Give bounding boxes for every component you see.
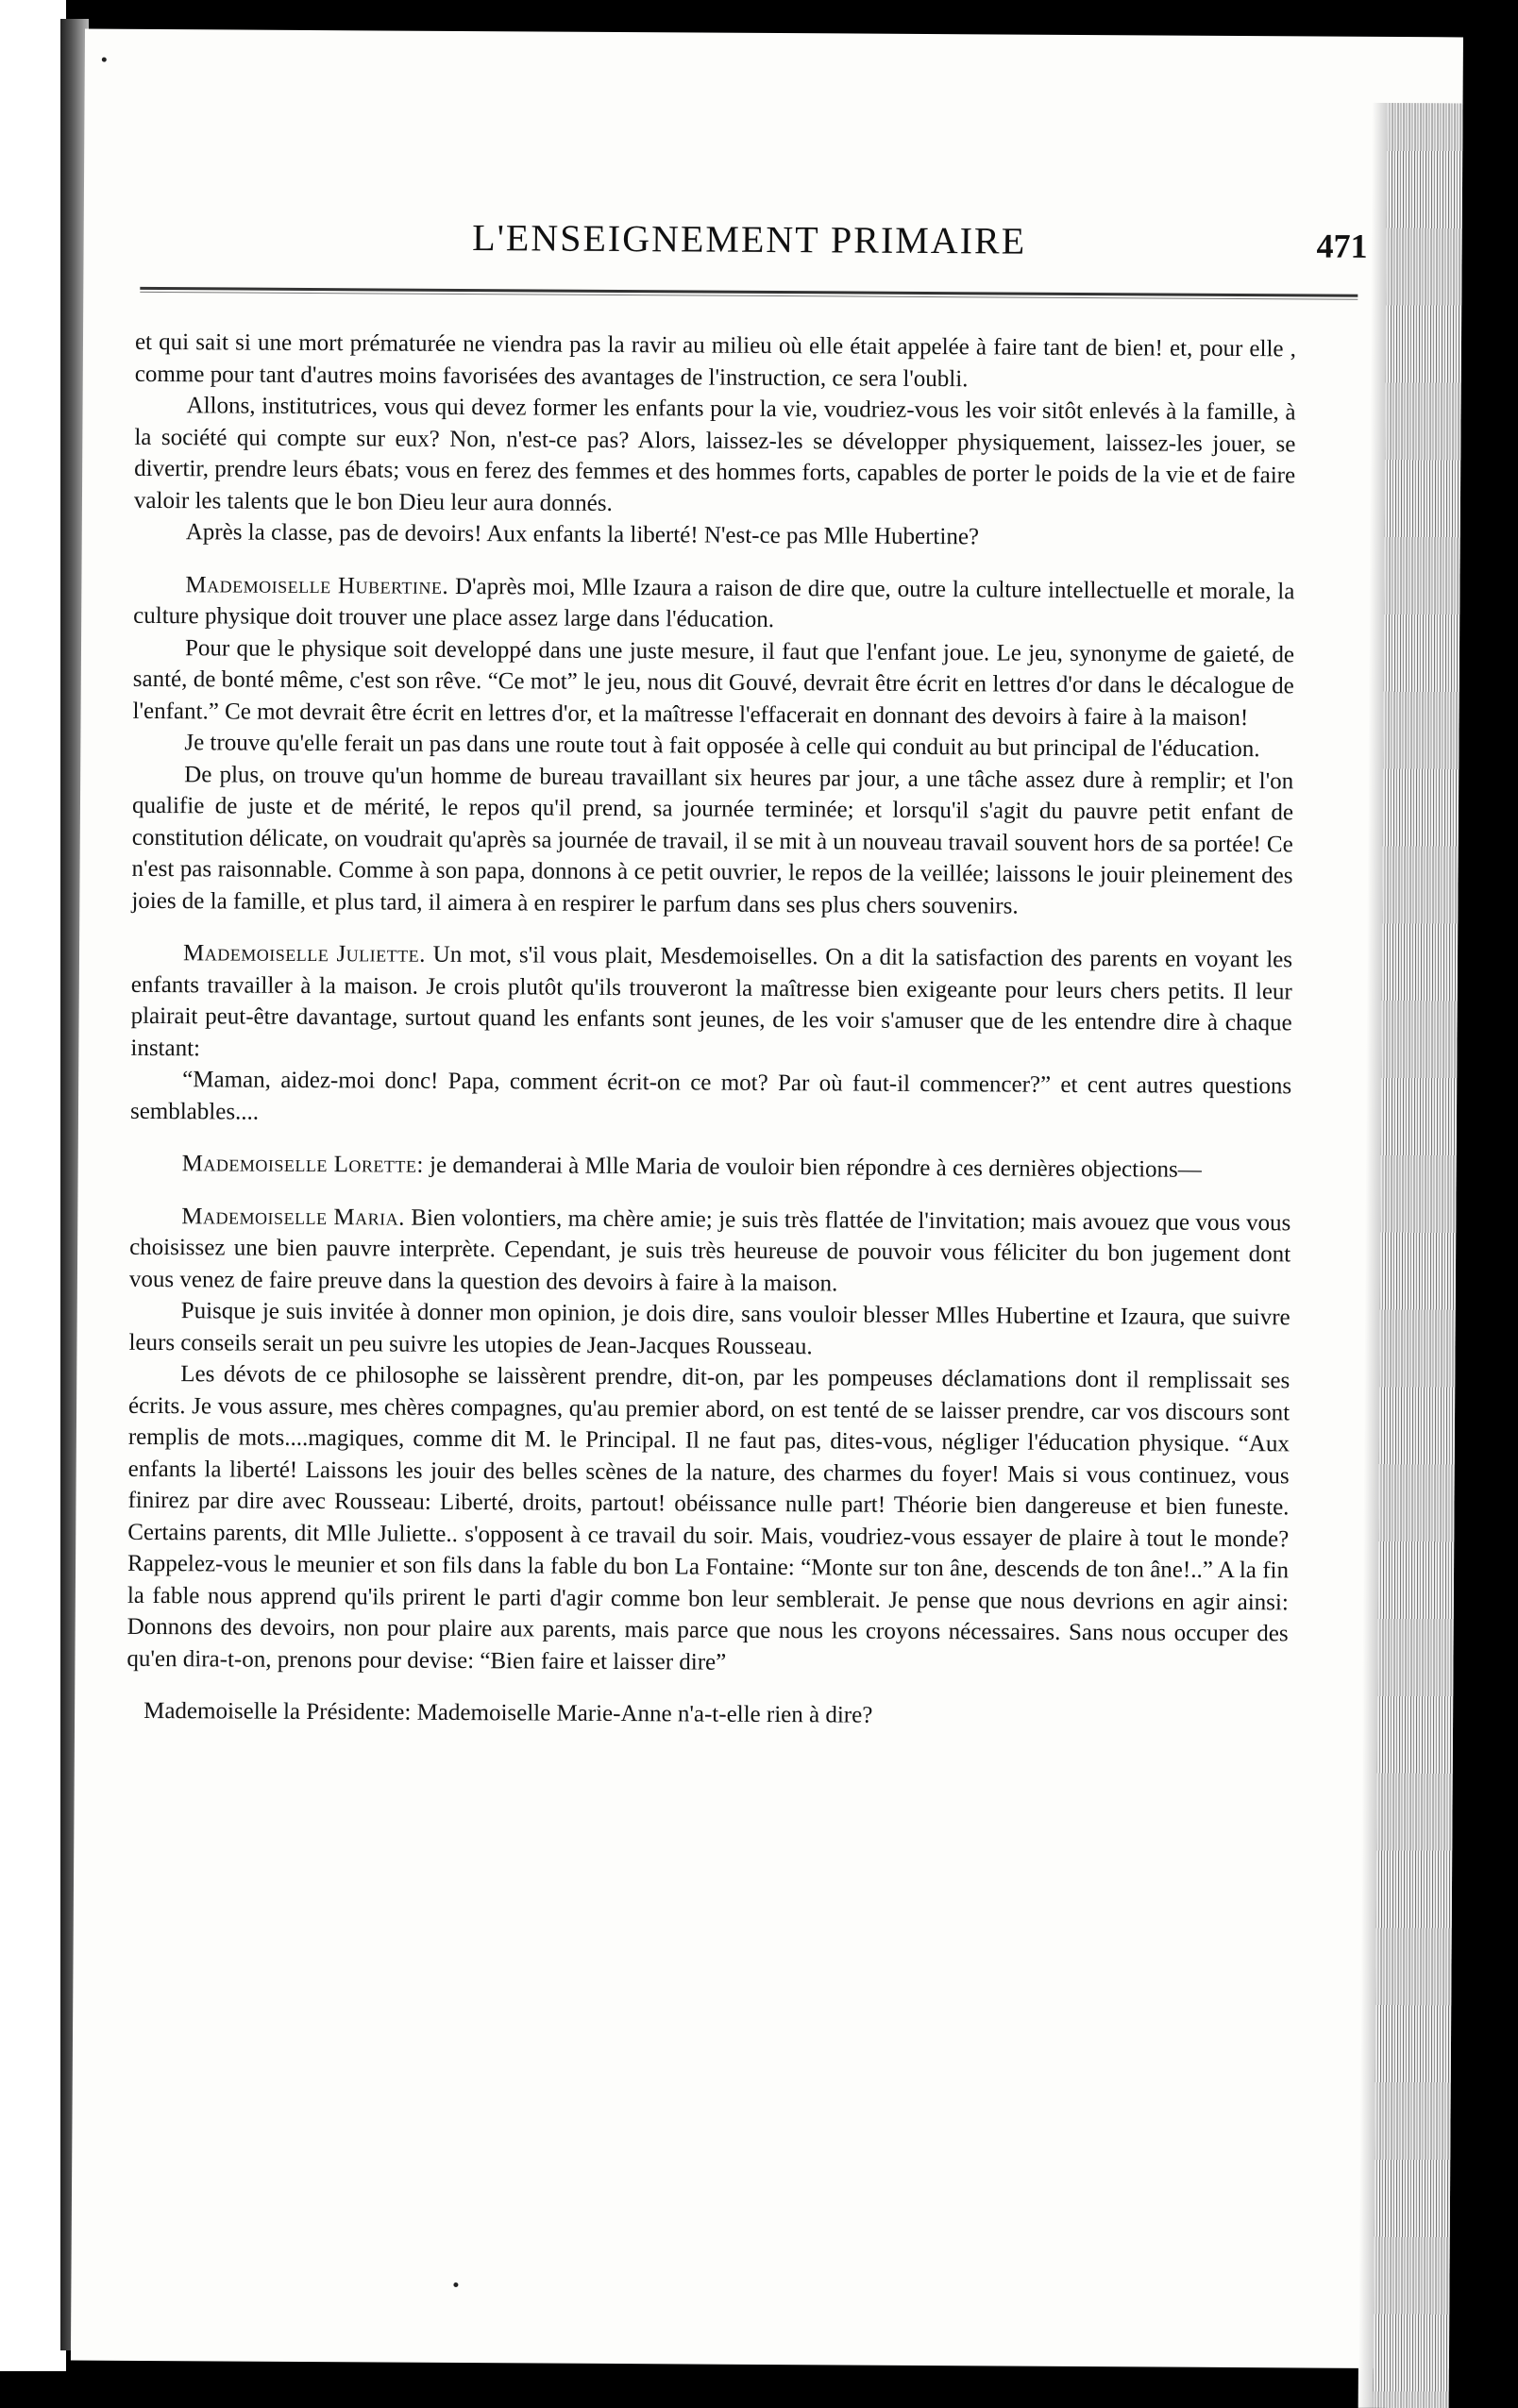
left-page-edge (0, 0, 66, 2371)
paragraph: et qui sait si une mort prématurée ne viendra pas la ravir au milieu où elle était appelée à faire tant de bien! et, pour elle , comme pour tant d'autres moins favorisées des avantages de l'instruction, ce sera l'oubli. (134, 328, 1297, 392)
paragraph: Puisque je suis invitée à donner mon opinion, je dois dire, sans vouloir blesser Mlles Hubertine et Izaura, que suivre leurs conseils serait un peu suivre les utopies de Jean-Jacques Rousseau. (128, 1298, 1290, 1359)
paragraph: Après la classe, pas de devoirs! Aux enfants la liberté! N'est-ce pas Mlle Hubertine? (185, 519, 980, 550)
paragraph: De plus, on trouve qu'un homme de bureau travaillant six heures par jour, a une tâche assez dure à remplir; et l'on qualifie de juste et de mérité, le repos qu'il prend, sa journée terminée; et lorsqu'il s'agit du pauvre petit enfant de constitution délicate, on voudrait qu'après sa journée de travail, il se mit à un nouveau travail souvent hors de sa portée! Ce n'est pas raisonnable. Comme à son papa, donnons à ce petit ouvrier, le repos de la veillée; laissons le jouir pleinement des joies de la famille, et plus tard, il aimera à en respirer le parfum dans ses plus chers souvenirs. (131, 761, 1294, 919)
paragraph: Allons, institutrices, vous qui devez former les enfants pour la vie, voudriez-vous les voir sitôt enlevés à la famille, à la société qui compte sur eux? Non, n'est-ce pas? Alors, laissez-les se développer physiquement, laissez-les jouer, se divertir, prendre leurs ébats; vous en ferez des femmes et des hommes forts, capables de porter le poids de la vie et de faire valoir les talents que le bon Dieu leur aura donnés. (133, 393, 1296, 516)
page-header (140, 213, 1368, 278)
paragraph: Je trouve qu'elle ferait un pas dans une route tout à fait opposée à celle qui conduit au but principal de l'éducation. (184, 730, 1260, 763)
paragraph-text: Un mot, s'il vous plait, Mesdemoiselles. On a dit la satisfaction des parents en voyant les enfants travailler à la maison. Je crois plutôt qu'ils trouveront la maîtresse bien exigeante pour leurs chers petits. Il leur plairait peut-être davantage, surtout quand les enfants sont jeunes, de les voir s'amuser que de les entendre dire à chaque instant: (130, 941, 1293, 1061)
speaker-name: Mademoiselle Juliette. (182, 940, 427, 968)
paragraph (133, 568, 1294, 639)
speaker-name: Mademoiselle Hubertine. (185, 571, 449, 599)
speaker-name: Mademoiselle Lorette: (181, 1151, 424, 1178)
speaker-name: Mademoiselle Maria. (181, 1203, 406, 1231)
header-rule (140, 287, 1358, 300)
speck (102, 58, 107, 62)
page-edge-stack (1374, 103, 1463, 2408)
book-page (71, 29, 1463, 2369)
paragraph (129, 1200, 1291, 1302)
paragraph: “Maman, aidez-moi donc! Papa, comment écrit-on ce mot? Par où faut-il commencer?” et cent autres questions semblables.... (129, 1067, 1292, 1125)
paragraph-text: je demanderai à Mlle Maria de vouloir bien répondre à ces dernières objections— (430, 1152, 1202, 1183)
running-title: L'ENSEIGNEMENT PRIMAIRE (472, 216, 1027, 262)
paragraph-text: Bien volontiers, ma chère amie; je suis très flattée de l'invitation; mais avouez que vous vous choisissez une bien pauvre interprète. Cependant, je suis très heureuse de pouvoir vous féliciter du bon jugement dont vous venez de faire preuve dans la question des devoirs à faire à la maison. (128, 1204, 1291, 1296)
page-number: 471 (1316, 227, 1368, 265)
paragraph: Les dévots de ce philosophe se laissèrent prendre, dit-on, par les pompeuses déclamations dont il remplissait ses écrits. Je vous assure, mes chères compagnes, qu'au premier abord, on est tenté de se laisser prendre, car vos discours sont remplis de mots....magiques, comme dit M. le Principal. Il ne faut pas, dites-vous, négliger l'éducation physique. “Aux enfants la liberté! Laissons les jouir des belles scènes de la nature, des charmes du foyer! Mais si vous continuez, vous finirez par dire avec Rousseau: Liberté, droits, partout! obéissance nulle part! Théorie bien dangereuse et bien funeste. Certains parents, dit Mlle Juliette.. s'opposent à ce travail du soir. Mais, voudriez-vous essayer de plaire à tout le monde? Rappelez-vous le meunier et son fils dans la fable du bon La Fontaine: “Monte sur ton âne, descends de ton âne!..” A la fin la fable nous apprend qu'ils prirent le parti d'agir comme bon leur semblerait. Je pense que nous devrions en agir ainsi: Donnons des devoirs, non pour plaire aux parents, mais parce que nous les croyons nécessaires. Sans nous occuper des qu'en dira-t-on, prenons pour devise: “Bien faire et laisser dire” (126, 1361, 1290, 1675)
speck (453, 2282, 458, 2287)
body-text (126, 327, 1296, 1734)
paragraph: Mademoiselle la Présidente: Mademoiselle Marie-Anne n'a-t-elle rien à dire? (143, 1697, 873, 1728)
paragraph: Pour que le physique soit developpé dans une juste mesure, il faut que l'enfant joue. Le jeu, synonyme de gaieté, de santé, de bonté même, c'est son rêve. “Ce mot” le jeu, nous dit Gouvé, devrait être écrit en lettres d'or dans le décalogue de l'enfant.” Ce mot devrait être écrit en lettres d'or, et la maîtresse l'effacerait en donnant des devoirs à faire à la maison! (132, 634, 1295, 731)
paragraph-text: D'après moi, Mlle Izaura a raison de dire que, outre la culture intellectuelle et morale, la culture physique doit trouver une place assez large dans l'éducation. (133, 573, 1295, 633)
paragraph (130, 937, 1292, 1071)
